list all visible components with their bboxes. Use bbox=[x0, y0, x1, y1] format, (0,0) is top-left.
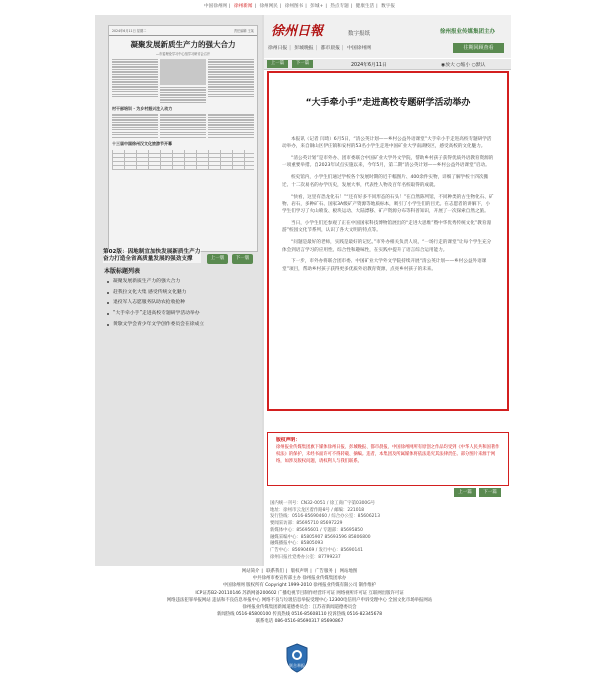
masthead bbox=[264, 15, 511, 58]
next-article-button[interactable]: 下一篇 bbox=[292, 60, 313, 68]
footer-line: 新闻热线 0516-85800100 传真热线 0516-85608110 投诉热线 0516-82345678 bbox=[217, 612, 382, 618]
page-header-right: 责任编辑 王某 bbox=[233, 29, 254, 33]
footer-line: 中共徐州市委宣传部主办 徐州报业传媒集团承办 bbox=[252, 576, 347, 582]
page-headline-2: 村干部培训 · 为乡村振兴注入动力 bbox=[112, 106, 173, 112]
footer-link[interactable]: 网站地图 bbox=[339, 569, 358, 574]
prev-page-button[interactable]: 上一版 bbox=[207, 254, 228, 264]
column-text bbox=[160, 59, 206, 104]
page-headline-3: 十三届中国徐州汉文化旅游节开幕 bbox=[112, 141, 172, 147]
info-line: 国内统一刊号：CN32-0051 / 徐工商广字第0300G号 bbox=[270, 501, 376, 506]
left-column bbox=[95, 15, 262, 566]
top-nav-item[interactable]: 数字报 bbox=[381, 4, 395, 9]
top-nav-item[interactable]: 热点专题 bbox=[330, 4, 349, 9]
article-list-item[interactable]: 退役军人志愿服务队助农抢收抢种 bbox=[105, 298, 257, 309]
page-table bbox=[112, 150, 254, 170]
page-subhead: —市委理论学习中心组学习研讨会召开 bbox=[155, 52, 211, 56]
top-nav-item[interactable]: 徐州图书 bbox=[284, 4, 304, 9]
page-headline: 凝聚发展新质生产力的强大合力 bbox=[130, 40, 236, 49]
page-header bbox=[109, 26, 257, 36]
radio-icon[interactable]: ○ bbox=[471, 63, 476, 68]
article-list bbox=[105, 277, 257, 331]
next-page-button[interactable]: 下一版 bbox=[232, 254, 253, 264]
info-line: 融媒播报中心：85805093 bbox=[270, 541, 324, 547]
prev-article-button-bottom[interactable]: 上一篇 bbox=[454, 488, 476, 497]
radio-icon[interactable]: ○ bbox=[456, 63, 461, 68]
footer-links: 网站简介 | 联系我们 | 版权声明 | 广告服务 | 网站地图 bbox=[241, 569, 358, 574]
top-nav-item[interactable]: 健康生活 bbox=[355, 4, 375, 9]
publisher-slogan: 徐州报业传媒集团主办 bbox=[440, 29, 496, 35]
article-list-item[interactable]: 黄歇文学会青少年文学创作委员会在徐成立 bbox=[105, 320, 257, 331]
page-columns bbox=[109, 114, 257, 139]
footer-line: 徐州报业传媒集团新闻道德委员会：江苏省新闻道德委员会 bbox=[242, 605, 357, 611]
footer-line: ICP证苏B2-20110146 苏新网备200602 广播电视节目制作经营许可证 网络视听许可证 互联网出版许可证 bbox=[195, 590, 404, 596]
issue-date: 2024年6月11日 bbox=[351, 63, 387, 68]
top-nav-item[interactable]: 徐州新闻 bbox=[234, 4, 253, 9]
radio-icon[interactable]: ◉ bbox=[441, 63, 446, 68]
article-list-item[interactable]: 赶我拉文化大集 感受传统文化魅力 bbox=[105, 288, 257, 299]
back-issues-button[interactable]: 往期回顾查看 bbox=[453, 43, 504, 53]
footer-line: 联系电话 086-0516-85690317 85690867 bbox=[255, 619, 344, 625]
article-paragraph: 当日，小学生们还参观了正在中国国家科技博物馆展出的“走进大思维”暨中华优秀传统文化”教育漫游”校园文化节系列，认识了各大文明的特点等。 bbox=[282, 221, 492, 234]
zoom-in-option[interactable]: 放大 bbox=[445, 63, 455, 68]
site-link[interactable]: 都市晨报 bbox=[320, 46, 340, 51]
info-line: 发行热线：0516-85690460 / 综合办公室：85606213 bbox=[270, 514, 381, 520]
logo-subtitle: 数字报纸 bbox=[348, 31, 371, 37]
article-list-item[interactable]: “大手牵小手”走进高校专题研学活动举办 bbox=[105, 309, 257, 320]
next-article-button-bottom[interactable]: 下一篇 bbox=[479, 488, 501, 497]
copyright-text: 徐州报业传媒集团旗下媒体徐州日报、彭城晚报、都市晨报、中国徐州网所有原创之作品均受到《中华人民共和国著作权法》的保护，未经书面许可不得转载、摘编。违者，本集团及所属媒体将依法追究其法律责任。部分图片来源于网络，如涉及版权问题，请权利人与我们联系。 bbox=[276, 445, 500, 464]
article-paragraph: “问题是最好的老师，实践是最好的记忆。”市外办相关负责人说，“一场行走的课堂”让每个学生充分体会到语言学习的应用性、综合性和趣味性，在实践中提升了语言综合运用能力。 bbox=[282, 240, 492, 253]
article-paragraph: 下一步，市外办将联合团市委、中国矿业大学外文学院持续开展“清公英计划——乡村公益外语课堂”项目，帮助乡村孩子获得更多优质外语教育资源，点亮乡村孩子的未来。 bbox=[282, 259, 487, 272]
main-wrapper bbox=[95, 15, 511, 566]
page-title-overlay[interactable]: 第02版：因地制宜加快发展新质生产力 奋力打造全省高质量发展的强劲支撑 bbox=[103, 249, 201, 262]
right-column bbox=[264, 15, 511, 566]
site-link[interactable]: 徐州日报 bbox=[268, 46, 288, 51]
newspaper-page-thumbnail[interactable] bbox=[108, 25, 258, 252]
site-link[interactable]: 彭城晚报 bbox=[294, 46, 314, 51]
footer-link[interactable]: 版权声明 bbox=[290, 569, 309, 574]
article-list-item[interactable]: 凝聚发展新质生产力的强大合力 bbox=[105, 277, 257, 288]
article-title: “大手牵小手”走进高校专题研学活动举办 bbox=[305, 98, 471, 108]
site-links: 徐州日报 | 彭城晚报 | 都市晨报 | 中国徐州网 bbox=[268, 46, 372, 51]
footer-line: 中国徐州网 版权所有 Copyright 1999-2010 徐州报业传媒有限公司 制作维护 bbox=[222, 583, 377, 589]
info-line: 融媒采编中心：85805907 85693596 85806800 bbox=[270, 534, 371, 540]
page-header-left: 2024年6月11日 星期二 bbox=[112, 29, 147, 33]
copyright-title: 版权声明： bbox=[276, 438, 300, 443]
report-badge[interactable] bbox=[285, 643, 309, 673]
page-columns bbox=[109, 59, 257, 104]
info-line: 新媒体中心：85695601 / 专题部：85695850 bbox=[270, 527, 363, 533]
publication-info bbox=[267, 501, 509, 561]
top-nav-item[interactable]: 彭城+ bbox=[310, 4, 324, 9]
top-nav: 中国徐州网 | 徐州新闻 | 徐州网民 | 徐州图书 | 彭城+ | 热点专题 | 健康生活 | 数字报 bbox=[204, 4, 395, 9]
newspaper-logo[interactable]: 徐州日報 bbox=[271, 24, 324, 39]
article-paragraph: “快看，这里有恐龙化石！”“还有好多不同形态的石头！”在自然陈列馆，不同种类的古生物化石、矿物、岩石，多种矿石、国家3A级矿产资源等地质标本，吸引了小学生们的目光。在志愿者的讲解下，小学生们学习了火山喷发、板块运动、大陆漂移、矿产资源分布等科普知识，开展了一次探索自然之旅。 bbox=[282, 194, 494, 215]
info-line: 徐州日报社党委办公室：87799237 bbox=[270, 554, 341, 560]
footer-link[interactable]: 联系我们 bbox=[266, 569, 284, 574]
zoom-controls bbox=[441, 61, 485, 68]
zoom-out-option[interactable]: 缩小 bbox=[460, 63, 471, 68]
footer-line: 网络违法犯罪举报网站 违法和不良信息举报中心 网络不良与垃圾信息举报受理中心 12300电信用户申诉受理中心 全国文化市场举报网站 bbox=[166, 597, 433, 603]
site-footer bbox=[0, 568, 599, 626]
copyright-notice bbox=[267, 432, 509, 486]
info-line: 要闻采访部：85695710 85697229 bbox=[270, 521, 343, 527]
column-text bbox=[208, 59, 254, 104]
top-nav-item[interactable]: 徐州网民 bbox=[259, 4, 278, 9]
zoom-default-option[interactable]: 默认 bbox=[475, 63, 486, 68]
info-line: 广告中心：85690469 / 发行中心：85690141 bbox=[270, 547, 363, 553]
footer-link[interactable]: 网站简介 bbox=[241, 569, 260, 574]
article-toolbar bbox=[264, 59, 511, 70]
badge-label: 联合举报 bbox=[289, 663, 305, 668]
article-paragraph: 校史馆内，小学生们通过学校各个发展时期的近千幅图片、400余件实物，详细了解学校十四次搬迁、十二次易名的办学历史，发展大事，代表性人物及百年名校取得的成就。 bbox=[282, 175, 489, 188]
article-body bbox=[282, 136, 494, 273]
article-panel bbox=[267, 71, 509, 411]
report-badge-icon bbox=[285, 643, 309, 673]
top-nav-item[interactable]: 中国徐州网 bbox=[204, 4, 228, 9]
article-paragraph: “清公英计划”是市外办、团市委联合中国矿业大学外文学院，帮助乡村孩子获得优质外语教育资源的一项重要举措。自2023年试点实施以来，今年5月，第二期“清公英计划——乡村公益外语课堂”启动。 bbox=[282, 156, 494, 169]
article-paragraph: 本报讯（记者 闫琦）6月5日，“清公英计划——乡村公益外语课堂”大手牵小手走进高校专题研学活动举办，来自铜山区伊庄镇和安村的53名小学生走进中国矿业大学南湖校区，感受高校的文化魅力。 bbox=[282, 137, 492, 150]
footer-link[interactable]: 广告服务 bbox=[315, 569, 333, 574]
prev-article-button[interactable]: 上一篇 bbox=[267, 60, 288, 68]
column-text bbox=[112, 59, 158, 104]
info-line: 地址：徐州市云龙区着作路8号 / 邮编：221018 bbox=[270, 507, 365, 513]
article-list-title: 本版标题列表 bbox=[104, 268, 141, 275]
site-link[interactable]: 中国徐州网 bbox=[347, 46, 372, 51]
page-photo bbox=[160, 59, 206, 85]
